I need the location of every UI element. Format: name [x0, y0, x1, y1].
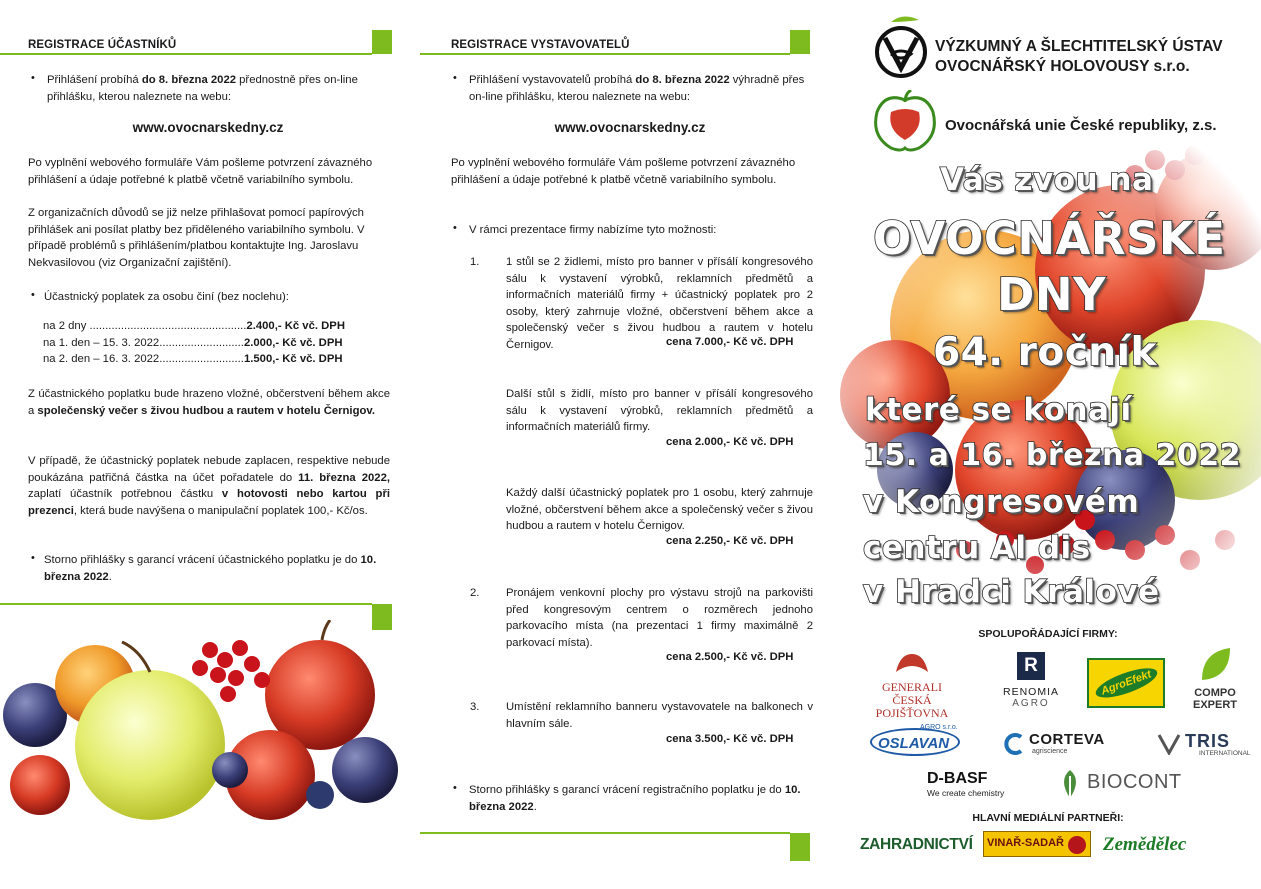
vsuo-logo-icon — [871, 16, 931, 78]
confirmation-text: Po vyplnění webového formuláře Vám pošleme potvrzení závazného přihlášení a údaje potřebné k platbě včetně variabilního symbolu. — [451, 157, 796, 186]
renomia-logo — [995, 652, 1067, 714]
vsuo-logo — [871, 16, 931, 78]
offer-item-text: Každý další účastnický poplatek pro 1 osobu, který zahrnuje vložné, občerstvení během akce a společenský večer s živou hudbou a rautem v hotelu Černigov. — [506, 487, 813, 532]
corteva-text: CORTEVA — [1029, 731, 1105, 748]
offer-intro: V rámci prezentace firmy nabízíme tyto možnosti: — [469, 224, 717, 236]
fee-row: na 2. den – 16. 3. 2022...........................1.500,- Kč vč. DPH — [43, 353, 343, 365]
item-number: 1. — [470, 256, 480, 268]
bullet-icon: • — [31, 552, 35, 564]
compo-text: COMPO — [1194, 687, 1236, 699]
green-marker — [372, 30, 392, 54]
media-partners-title: HLAVNÍ MEDIÁLNÍ PARTNEŘI: — [972, 812, 1124, 824]
offer-price: cena 3.500,- Kč vč. DPH — [666, 733, 794, 745]
fee-includes-text: Z účastnického poplatku bude hrazeno vložné, občerstvení během akce a společenský večer s živou hudbou a rautem v hotelu Černigov. — [28, 388, 390, 417]
green-marker — [790, 30, 810, 54]
cover-panel — [835, 0, 1261, 889]
organizer-1 — [935, 37, 1223, 77]
renomia-mark: R — [1017, 652, 1045, 680]
biocont-logo — [1057, 766, 1182, 802]
apple-badge-icon — [871, 90, 939, 152]
generali-text: GENERALI — [882, 680, 942, 694]
event-line-5: v Hradci Králové — [863, 574, 1160, 610]
ovocnarska-unie-logo — [871, 90, 939, 152]
event-dates: 15. a 16. března 2022 — [863, 438, 1241, 473]
zahradnictvi-logo: ZAHRADNICTVÍ — [860, 836, 973, 853]
offer-price: cena 2.500,- Kč vč. DPH — [666, 651, 794, 663]
web-link[interactable]: www.ovocnarskedny.cz — [132, 120, 284, 135]
basf-subtext: We create chemistry — [927, 788, 1005, 798]
generali-subtext: ČESKÁ POJIŠŤOVNA — [875, 693, 949, 720]
confirmation-text: Po vyplnění webového formuláře Vám pošleme potvrzení závazného přihlášení a údaje potřebné k platbě včetně variabilního symbolu. — [28, 157, 373, 186]
event-line-1: které se konají — [865, 392, 1132, 428]
agroefekt-logo — [1087, 658, 1165, 708]
item-number: 2. — [470, 587, 480, 599]
oslavan-logo — [870, 724, 962, 760]
storno-text: Storno přihlášky s garancí vrácení účastnického poplatku je do 10. března 2022. — [44, 554, 377, 583]
vinar-sadar-logo — [983, 831, 1091, 857]
paper-registration-text: Z organizačních důvodů se již nelze přihlašovat pomocí papírových přihlášek ani posílat platby bez přiděleného variabilního symbolu. V případě problémů s přihlášením/platbou kontaktujte Ing. Jaroslavu Nekvasilovou (viz Organizační zajištění). — [28, 207, 365, 269]
exhibitors-heading: REGISTRACE VYSTAVOVATELŮ — [451, 39, 630, 51]
organizer-1-line2: OVOCNÁŘSKÝ HOLOVOUSY s.r.o. — [935, 58, 1190, 75]
green-marker — [790, 833, 810, 861]
oslavan-text: OSLAVAN — [878, 735, 950, 752]
bullet-icon: • — [31, 289, 35, 301]
fruit-illustration — [0, 620, 410, 820]
organizer-1-line1: VÝZKUMNÝ A ŠLECHTITELSKÝ ÚSTAV — [935, 38, 1223, 55]
bullet-icon: • — [453, 72, 457, 84]
storno-text: Storno přihlášky s garancí vrácení registračního poplatku je do 10. března 2022. — [469, 784, 801, 813]
heading-rule — [0, 53, 372, 55]
oslavan-subtext: AGRO s.r.o. — [920, 724, 958, 731]
co-organizers-title: SPOLUPOŘÁDAJÍCÍ FIRMY: — [978, 628, 1118, 640]
web-link[interactable]: www.ovocnarskedny.cz — [554, 120, 706, 135]
biocont-leaf-icon — [1057, 768, 1083, 800]
tris-text: TRIS — [1185, 731, 1231, 751]
bullet-icon: • — [31, 72, 35, 84]
bullet-icon: • — [453, 222, 457, 234]
registration-info: Přihlášení probíhá do 8. března 2022 přednostně přes on-line přihlášku, kterou naleznete na webu: — [47, 74, 358, 103]
section-rule — [420, 832, 790, 834]
event-title-line2: DNY — [997, 268, 1107, 321]
event-line-4: centru Al dis — [863, 530, 1091, 566]
section-rule — [0, 603, 372, 605]
generali-logo — [857, 650, 967, 720]
compo-expert-logo — [1180, 646, 1250, 712]
fee-intro: Účastnický poplatek za osobu činí (bez noclehu): — [44, 291, 289, 303]
organizer-2: Ovocnářská unie České republiky, z.s. — [945, 117, 1217, 134]
offer-item-text: Umístění reklamního banneru vystavovatele na balkonech v hlavním sále. — [506, 701, 813, 730]
fee-row: na 1. den – 15. 3. 2022...........................2.000,- Kč vč. DPH — [43, 337, 343, 349]
edition-text: 64. ročník — [933, 330, 1157, 375]
event-title-line1: OVOCNÁŘSKÉ — [873, 212, 1226, 265]
offer-price: cena 7.000,- Kč vč. DPH — [666, 336, 794, 348]
registration-info: Přihlášení vystavovatelů probíhá do 8. března 2022 výhradně přes on-line přihlášku, kterou naleznete na webu: — [469, 74, 805, 103]
basf-text: D-BASF — [927, 770, 988, 787]
fee-row: na 2 dny ..................................................2.400,- Kč vč. DPH — [43, 320, 346, 332]
apple-grape-icon — [1066, 833, 1088, 855]
tris-logo — [1157, 731, 1251, 761]
corteva-subtext: agriscience — [1032, 748, 1068, 755]
offer-item-text: Další stůl s židlí, místo pro banner v přísálí kongresového sálu k vystavení výrobků, reklamních předmětů a informačních materiálů firmy. — [506, 388, 813, 433]
tris-mark-icon — [1157, 733, 1183, 755]
offer-price: cena 2.000,- Kč vč. DPH — [666, 436, 794, 448]
basf-logo — [927, 770, 1022, 802]
event-line-3: v Kongresovém — [863, 484, 1140, 520]
renomia-text: RENOMIA — [1002, 686, 1059, 698]
participants-panel — [0, 0, 410, 889]
late-payment-text: V případě, že účastnický poplatek nebude zaplacen, respektive nebude poukázána patřičná částka na účet pořadatele do 11. března 2022, zaplatí účastník potřebnou částku v hotovosti nebo kartou při prezenci, která bude navýšena o manipulační poplatek 100,- Kč/os. — [28, 455, 390, 517]
offer-price: cena 2.250,- Kč vč. DPH — [666, 535, 794, 547]
bullet-icon: • — [453, 782, 457, 794]
item-number: 3. — [470, 701, 480, 713]
leaf-icon — [1198, 646, 1232, 682]
vinar-text: VINAŘ-SADAŘ — [987, 837, 1064, 849]
zemedelec-logo: Zemědělec — [1103, 834, 1187, 855]
tris-subtext: INTERNATIONAL — [1199, 750, 1251, 757]
biocont-text: BIOCONT — [1087, 771, 1182, 793]
invite-text: Vás zvou na — [940, 162, 1154, 198]
lion-icon — [892, 650, 932, 676]
corteva-mark-icon — [1003, 733, 1025, 755]
heading-rule — [420, 53, 790, 55]
compo-subtext: EXPERT — [1192, 699, 1237, 711]
exhibitors-panel — [420, 0, 820, 889]
agroefekt-text: AgroEfekt — [1092, 663, 1160, 704]
participants-heading: REGISTRACE ÚČASTNÍKŮ — [28, 39, 177, 51]
offer-item-text: Pronájem venkovní plochy pro výstavu strojů na parkovišti před kongresovým centrem o rozměrech jednoho parkovacího místa (na prezentaci 1 firmy maximálně 2 parkovací místa). — [506, 587, 813, 649]
corteva-logo — [1003, 731, 1128, 761]
offer-item-text: 1 stůl se 2 židlemi, místo pro banner v přísálí kongresového sálu k vystavení výrobků, reklamních předmětů a informačních materiálů firmy + účastnický poplatek pro 2 osoby, který zahrnuje vložné, občerstvení během akce a společenský večer s živou hudbou a rautem v hotelu Černigov. — [506, 256, 813, 351]
renomia-subtext: AGRO — [1012, 698, 1050, 709]
